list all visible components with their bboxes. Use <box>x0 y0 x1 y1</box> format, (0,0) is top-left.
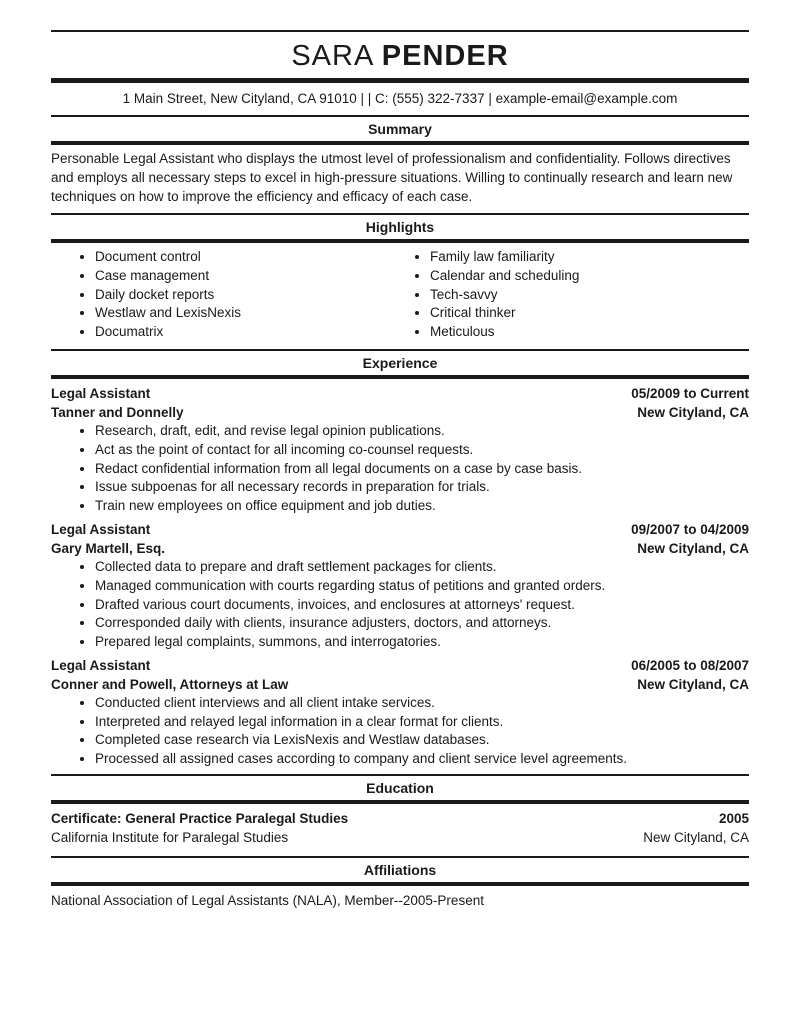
candidate-first-name: SARA <box>291 40 373 72</box>
bullet-item: • Documatrix <box>95 323 400 342</box>
job-entry <box>51 384 749 515</box>
candidate-name <box>51 39 749 73</box>
job-dates: 06/2005 to 08/2007 <box>631 658 749 674</box>
job-duties-list <box>51 694 749 768</box>
job-title: Legal Assistant <box>51 386 151 402</box>
experience-section <box>51 384 749 768</box>
job-company: Conner and Powell, Attorneys at Law <box>51 677 289 693</box>
bullet-item: • Act as the point of contact for all incoming co-counsel requests. <box>95 441 749 460</box>
education-section <box>51 809 749 847</box>
bullet-item: • Prepared legal complaints, summons, and interrogatories. <box>95 633 749 652</box>
contact-line: 1 Main Street, New Cityland, CA 91010 | | C: (555) 322-7337 | example-email@example.com <box>122 91 678 106</box>
bullet-item: • Case management <box>95 267 400 286</box>
bullet-item: • Corresponded daily with clients, insurance adjusters, doctors, and attorneys. <box>95 614 749 633</box>
job-location: New Cityland, CA <box>637 677 749 693</box>
bullet-item: • Critical thinker <box>430 304 749 323</box>
bullet-item: • Processed all assigned cases according to company and client service level agreements. <box>95 750 749 769</box>
education-credential: Certificate: General Practice Paralegal Studies <box>51 810 349 826</box>
highlights-list-left <box>51 248 400 341</box>
job-duties-list <box>51 558 749 651</box>
bullet-item: • Family law familiarity <box>430 248 749 267</box>
job-company-row <box>51 539 749 558</box>
education-year: 2005 <box>718 810 749 826</box>
section-header-experience: Experience <box>51 349 749 379</box>
job-title: Legal Assistant <box>51 658 151 674</box>
bullet-item: • Drafted various court documents, invoices, and enclosures at attorneys' request. <box>95 596 749 615</box>
section-header-highlights: Highlights <box>51 213 749 243</box>
job-company: Tanner and Donnelly <box>51 405 184 421</box>
job-company-row <box>51 675 749 694</box>
job-title: Legal Assistant <box>51 522 151 538</box>
job-company: Gary Martell, Esq. <box>51 541 166 557</box>
bullet-item: • Westlaw and LexisNexis <box>95 304 400 323</box>
bullet-item: • Completed case research via LexisNexis and Westlaw databases. <box>95 731 749 750</box>
bullet-item: • Train new employees on office equipment and job duties. <box>95 497 749 516</box>
highlights-columns <box>51 248 749 341</box>
bullet-item: • Calendar and scheduling <box>430 267 749 286</box>
affiliation-line: National Association of Legal Assistants (NALA), Member--2005-Present <box>51 892 484 908</box>
bullet-item: • Managed communication with courts regarding status of petitions and granted orders. <box>95 577 749 596</box>
summary-paragraph: Personable Legal Assistant who displays the utmost level of professionalism and confidentiality. Follows directives and employs all necessary steps to excel in high-pressure situations. Willing to continually research and learn new techniques on how to improve the efficiency and efficacy of each case. <box>51 151 733 204</box>
education-school-row <box>51 828 749 847</box>
job-entry <box>51 520 749 651</box>
bullet-item: • Meticulous <box>430 323 749 342</box>
section-header-education: Education <box>51 774 749 804</box>
bullet-item: • Daily docket reports <box>95 286 400 305</box>
job-company-row <box>51 403 749 422</box>
education-location: New Cityland, CA <box>643 829 749 845</box>
bullet-item: • Document control <box>95 248 400 267</box>
section-header-affiliations: Affiliations <box>51 856 749 886</box>
name-banner <box>51 30 749 83</box>
job-dates: 09/2007 to 04/2009 <box>631 522 749 538</box>
job-title-row <box>51 656 749 675</box>
education-school: California Institute for Paralegal Studies <box>51 829 289 845</box>
highlights-list-right <box>400 248 749 341</box>
bullet-item: • Interpreted and relayed legal information in a clear format for clients. <box>95 713 749 732</box>
bullet-item: • Redact confidential information from all legal documents on a case by case basis. <box>95 460 749 479</box>
bullet-item: • Collected data to prepare and draft settlement packages for clients. <box>95 558 749 577</box>
job-duties-list <box>51 422 749 515</box>
job-title-row <box>51 520 749 539</box>
job-entry <box>51 656 749 768</box>
bullet-item: • Conducted client interviews and all client intake services. <box>95 694 749 713</box>
bullet-item: • Research, draft, edit, and revise legal opinion publications. <box>95 422 749 441</box>
job-title-row <box>51 384 749 403</box>
job-location: New Cityland, CA <box>637 405 749 421</box>
job-location: New Cityland, CA <box>637 541 749 557</box>
bullet-item: • Tech-savvy <box>430 286 749 305</box>
job-dates: 05/2009 to Current <box>631 386 749 402</box>
bullet-item: • Issue subpoenas for all necessary records in preparation for trials. <box>95 478 749 497</box>
candidate-last-name: PENDER <box>381 40 509 72</box>
education-credential-row <box>51 809 749 828</box>
section-header-summary: Summary <box>51 115 749 145</box>
